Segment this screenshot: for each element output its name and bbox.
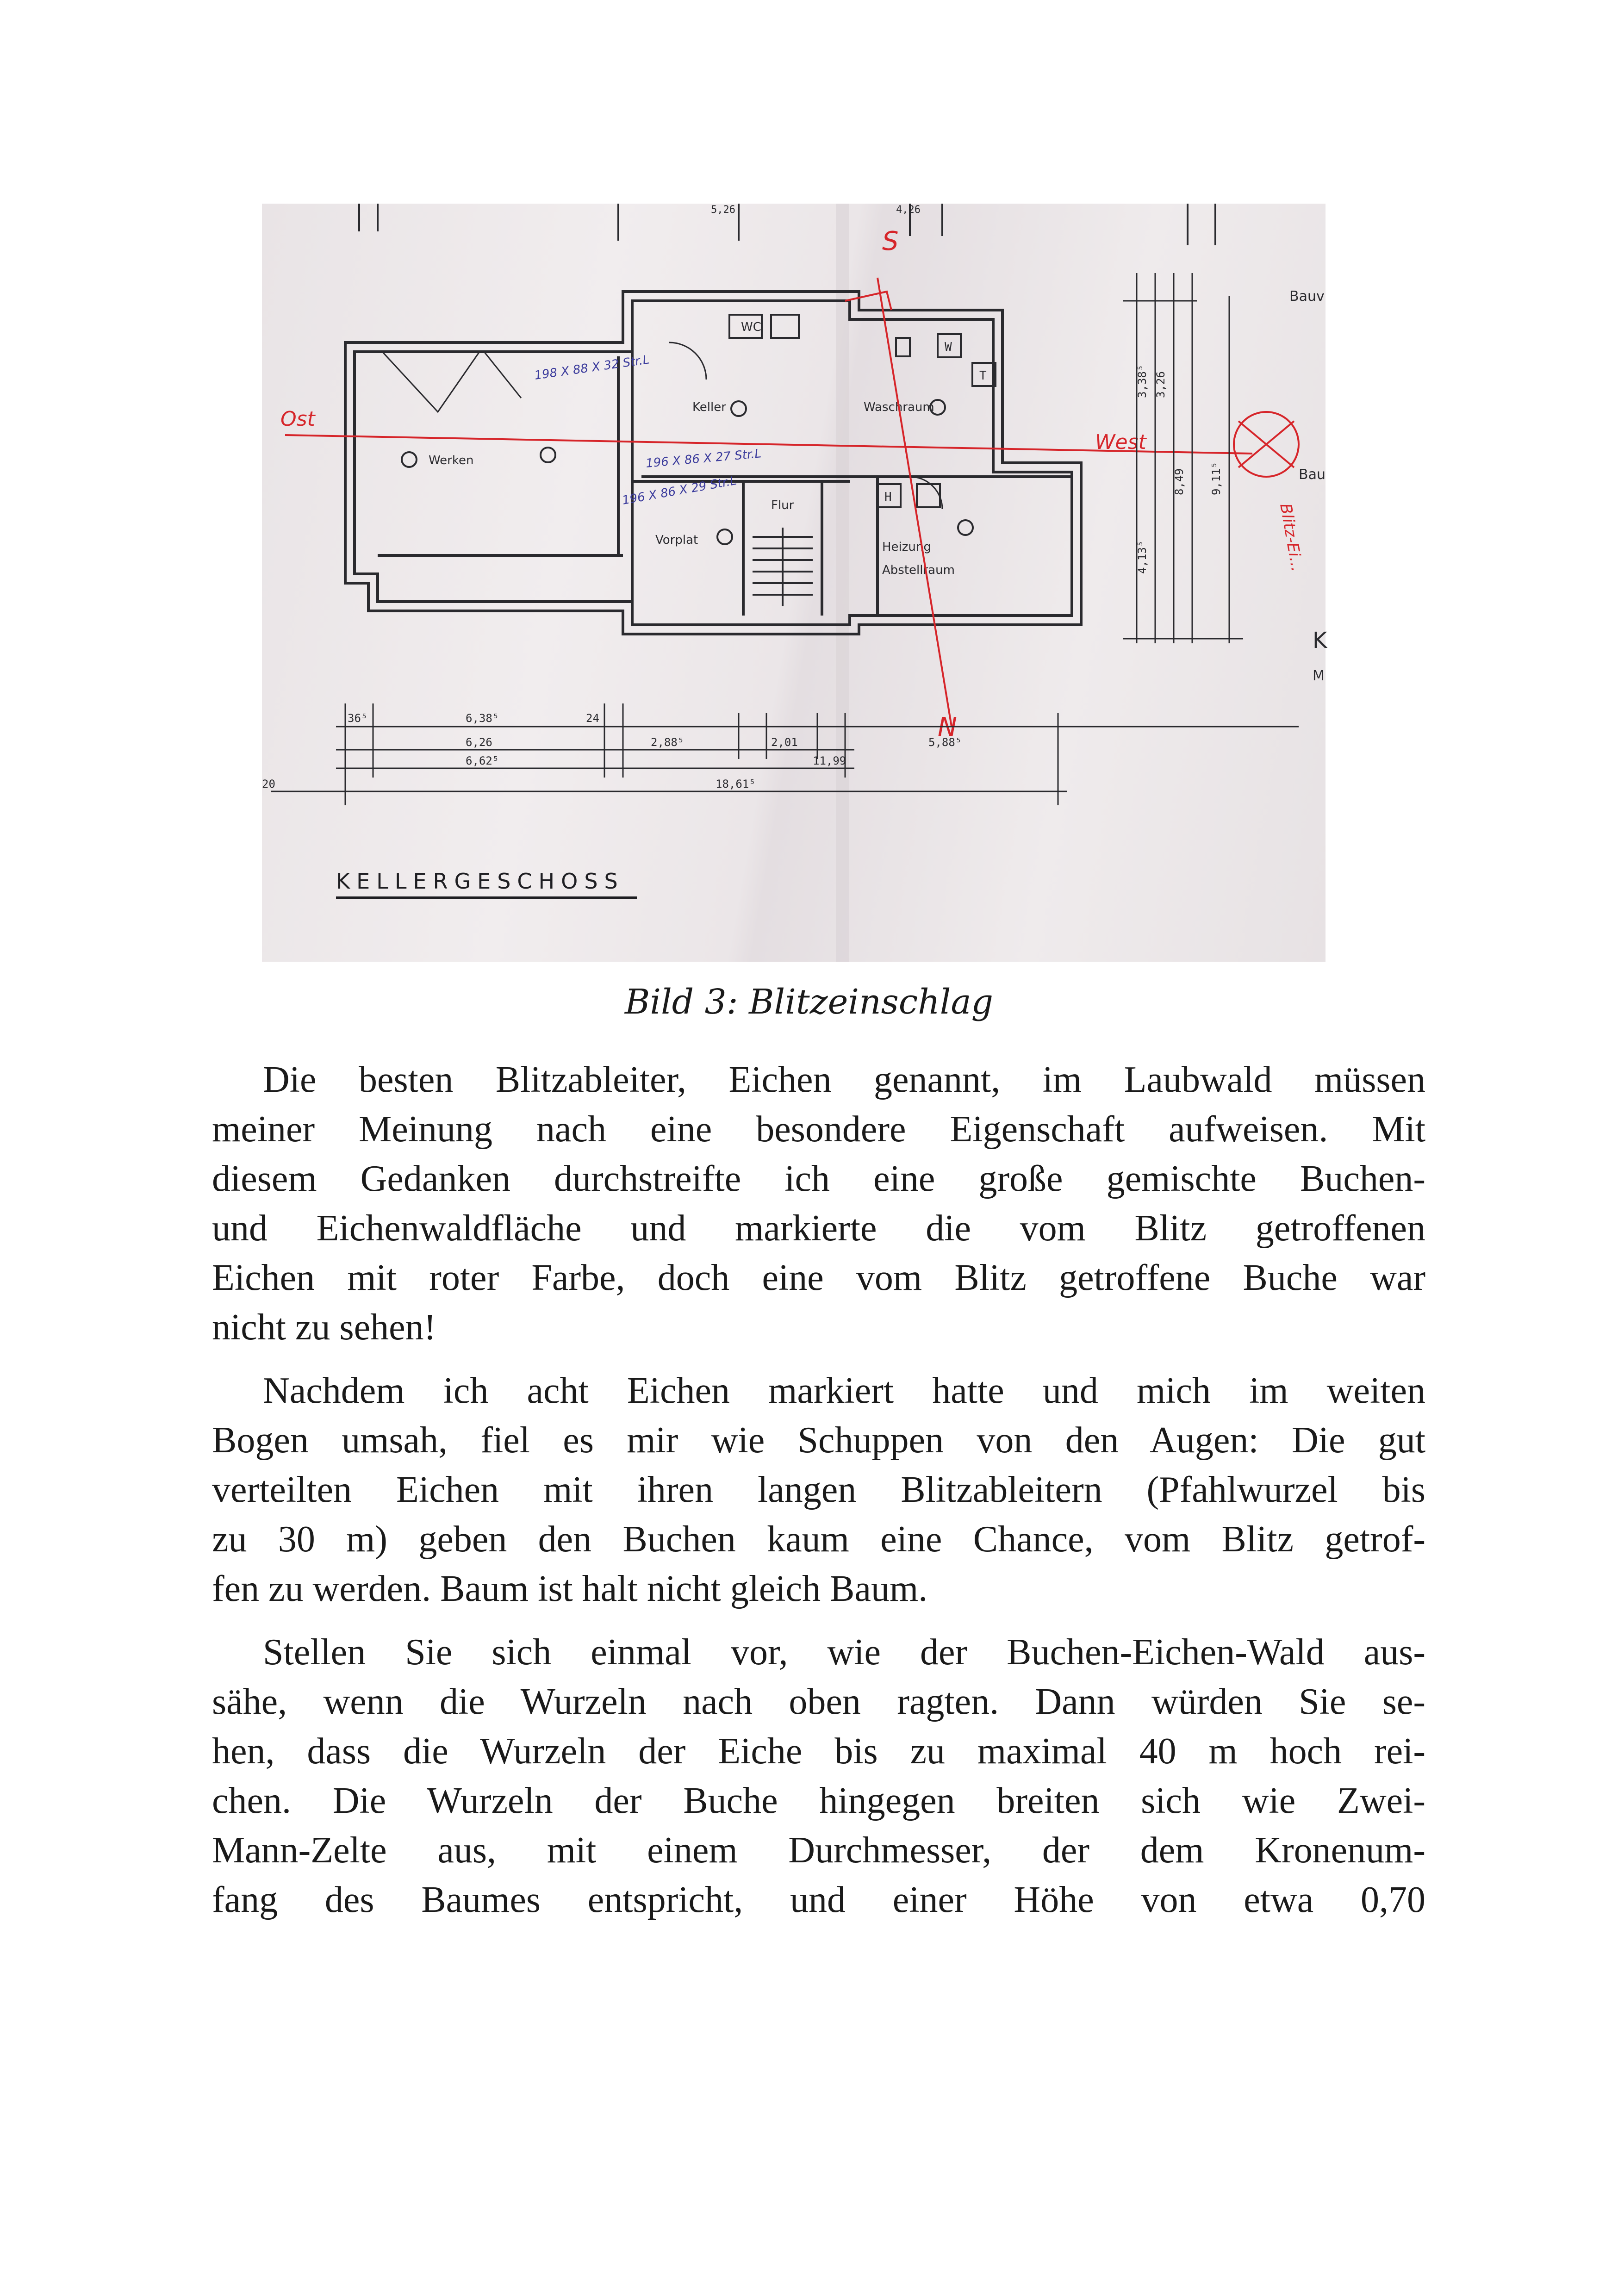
edge-label-m: M — [1313, 668, 1325, 684]
text-line: Eichen mit roter Farbe, doch eine vom Blitz getroffene Buche war — [212, 1257, 1425, 1298]
room-flur-label: Flur — [771, 498, 794, 512]
room-wc-label: WC — [741, 320, 761, 334]
text-line: Bogen umsah, fiel es mir wie Schuppen von den Augen: Die gut — [212, 1420, 1425, 1461]
edge-label-k: K — [1313, 628, 1327, 653]
dim-right-4: 9,11⁵ — [1210, 461, 1223, 495]
dim-bottom-8: 11,99 — [813, 754, 846, 767]
paragraph-3 — [212, 1628, 1425, 1925]
blue-annotation-2: 196 X 86 X 27 Str.L — [645, 447, 762, 471]
text-line: und Eichenwaldfläche und markierte die vom Blitz getroffenen — [212, 1208, 1425, 1249]
dim-right-2: 3,26 — [1154, 371, 1167, 398]
floor-plan-photo — [262, 204, 1326, 962]
blitz-annotation: Blitz-Ei... — [1276, 502, 1307, 573]
dim-bottom-5: 6,62⁵ — [466, 754, 499, 767]
appliance-w-label: W — [945, 340, 952, 354]
appliance-t-label: T — [979, 369, 987, 383]
blue-annotation-1: 198 X 88 X 32 Str.L — [533, 353, 651, 383]
direction-s-label: S — [882, 226, 899, 256]
figure-caption: Bild 3: Blitzeinschlag — [625, 982, 993, 1022]
text-line: verteilten Eichen mit ihren langen Blitzableitern (Pfahlwurzel bis — [212, 1469, 1425, 1510]
text-line: fen zu werden. Baum ist halt nicht gleich Baum. — [212, 1568, 928, 1609]
edge-label-bau: Bau — [1299, 467, 1326, 483]
room-werken-label: Werken — [429, 454, 474, 467]
dim-bottom-2: 6,38⁵ — [466, 712, 499, 725]
room-vorplatz-label: Vorplat — [655, 533, 698, 547]
text-line: sähe, wenn die Wurzeln nach oben ragten. Dann würden Sie se- — [212, 1681, 1425, 1722]
text-line: Nachdem ich acht Eichen markiert hatte und mich im weiten — [263, 1370, 1425, 1411]
text-line: fang des Baumes entspricht, und einer Höhe von etwa 0,70 — [212, 1879, 1425, 1920]
direction-n-label: N — [938, 712, 957, 742]
dim-bottom-4: 6,26 — [466, 736, 492, 749]
text-line: diesem Gedanken durchstreifte ich eine große gemischte Buchen- — [212, 1158, 1425, 1199]
floor-plan-drawing — [262, 204, 1326, 962]
text-line: Die besten Blitzableiter, Eichen genannt, im Laubwald müssen — [263, 1059, 1425, 1100]
direction-ost-label: Ost — [280, 407, 315, 431]
paragraph-2 — [212, 1366, 1425, 1614]
dim-bottom-7: 2,01 — [771, 736, 798, 749]
text-line: chen. Die Wurzeln der Buche hingegen breiten sich wie Zwei- — [212, 1780, 1425, 1821]
room-waschraum-label: Waschraum — [864, 400, 934, 414]
dim-bottom-11: 20 — [262, 778, 275, 790]
text-line: zu 30 m) geben den Buchen kaum eine Chance, vom Blitz getrof- — [212, 1519, 1425, 1560]
dim-bottom-10: 18,61⁵ — [716, 778, 756, 790]
paragraph-1 — [212, 1055, 1425, 1352]
edge-label-bauv: Bauv — [1289, 288, 1325, 305]
dim-bottom-3: 24 — [586, 712, 599, 725]
plan-title: KELLERGESCHOSS — [336, 869, 624, 894]
text-line: nicht zu sehen! — [212, 1307, 436, 1348]
body-text — [212, 1055, 1425, 1939]
dim-right-1: 3,38⁵ — [1136, 364, 1149, 398]
dim-bottom-9: 5,88⁵ — [928, 736, 962, 749]
room-heizung-label: Heizung — [882, 540, 931, 554]
dim-right-3: 8,49 — [1173, 468, 1186, 495]
text-line: hen, dass die Wurzeln der Eiche bis zu maximal 40 m hoch rei- — [212, 1731, 1425, 1772]
room-keller-label: Keller — [692, 400, 726, 414]
dim-right-5: 4,13⁵ — [1136, 540, 1149, 574]
direction-west-label: West — [1095, 430, 1146, 454]
text-line: Stellen Sie sich einmal vor, wie der Buchen-Eichen-Wald aus- — [263, 1632, 1425, 1673]
dim-top-1: 5,26 — [711, 204, 735, 216]
dim-top-2: 4,26 — [896, 204, 921, 216]
dim-bottom-1: 36⁵ — [348, 712, 368, 725]
blue-annotation-3: 196 X 86 X 29 Str.L — [621, 473, 738, 508]
room-abstellraum-label: Abstellraum — [882, 563, 955, 577]
appliance-h-label: H — [884, 490, 892, 504]
text-line: Mann-Zelte aus, mit einem Durchmesser, der dem Kronenum- — [212, 1830, 1425, 1871]
dim-bottom-6: 2,88⁵ — [651, 736, 685, 749]
text-line: meiner Meinung nach eine besondere Eigenschaft aufweisen. Mit — [212, 1109, 1425, 1150]
